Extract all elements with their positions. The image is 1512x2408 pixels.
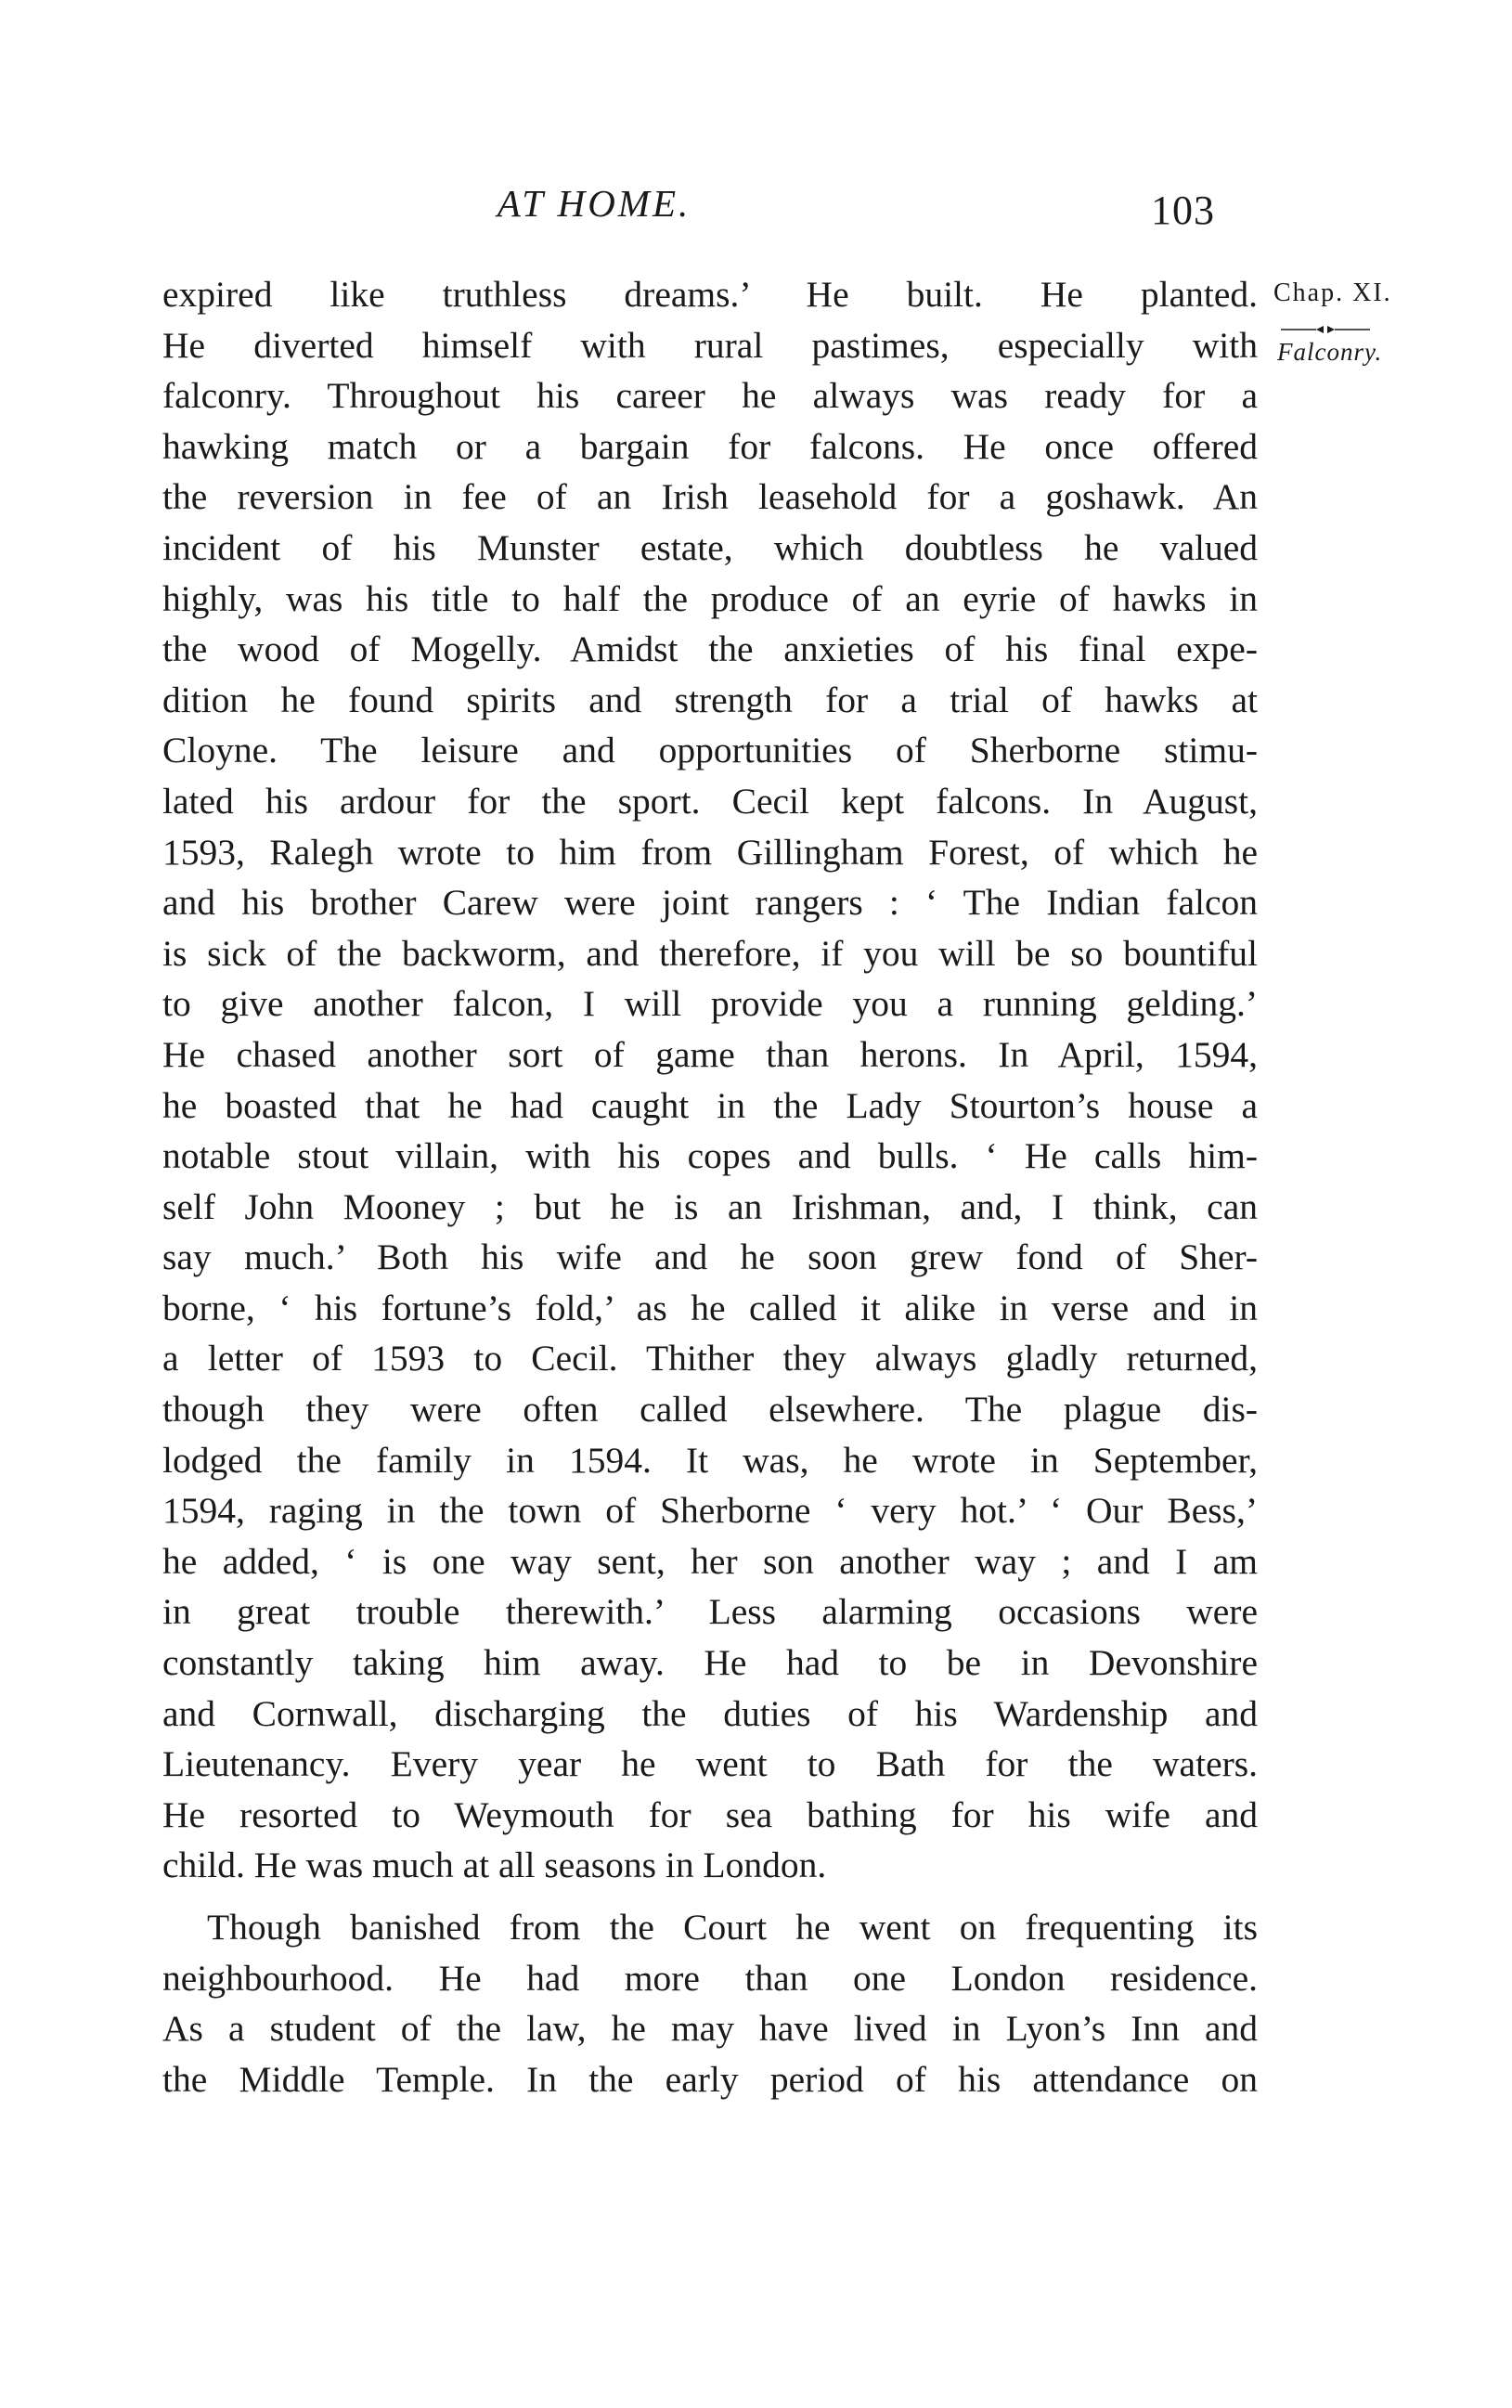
page-number: 103 [1151, 188, 1215, 233]
text-line: As a student of the law, he may have lived in Lyon’s Inn and [162, 2008, 1258, 2050]
text-line: neighbourhood. He had more than one London residence. [162, 1957, 1258, 1999]
running-head [0, 181, 1512, 237]
marginal-subject-note: Falconry. [1277, 338, 1383, 366]
text-line: He chased another sort of game than herons. In April, 1594, [162, 1033, 1258, 1075]
text-line: the Middle Temple. In the early period of his attendance on [162, 2058, 1258, 2100]
text-line: self John Mooney ; but he is an Irishman, and, I think, can [162, 1185, 1258, 1227]
text-line: He diverted himself with rural pastimes, especially with [162, 324, 1258, 366]
paragraph-start-line: Though banished from the Court he went on frequenting its [207, 1907, 1258, 1948]
text-line: 1594, raging in the town of Sherborne ‘ very hot.’ ‘ Our Bess,’ [162, 1490, 1258, 1532]
text-line: in great trouble therewith.’ Less alarming occasions were [162, 1591, 1258, 1633]
text-line: say much.’ Both his wife and he soon grew fond of Sher- [162, 1236, 1258, 1278]
text-line: lated his ardour for the sport. Cecil kept falcons. In August, [162, 780, 1258, 822]
text-line: hawking match or a bargain for falcons. He once offered [162, 425, 1258, 467]
body-text [162, 269, 1258, 2104]
text-line: the reversion in fee of an Irish leasehold for a goshawk. An [162, 476, 1258, 518]
text-line: a letter of 1593 to Cecil. Thither they always gladly returned, [162, 1338, 1258, 1379]
running-title: AT HOME. [497, 182, 691, 225]
text-line: highly, was his title to half the produce of an eyrie of hawks in [162, 577, 1258, 619]
text-line: though they were often called elsewhere. The plague dis- [162, 1389, 1258, 1431]
text-line: lodged the family in 1594. It was, he wrote in September, [162, 1439, 1258, 1481]
text-line: borne, ‘ his fortune’s fold,’ as he called it alike in verse and in [162, 1287, 1258, 1328]
margin-note [1273, 275, 1459, 367]
double-dash-ornament-icon [1279, 319, 1372, 340]
paragraph-end-line: child. He was much at all seasons in London. [162, 1845, 827, 1886]
text-line: 1593, Ralegh wrote to him from Gillingham Forest, of which he [162, 831, 1258, 873]
text-line: incident of his Munster estate, which doubtless he valued [162, 526, 1258, 568]
text-line: to give another falcon, I will provide you a running gelding.’ [162, 983, 1258, 1025]
text-line: He resorted to Weymouth for sea bathing for his wife and [162, 1793, 1258, 1835]
text-line: the wood of Mogelly. Amidst the anxieties of his final expe- [162, 628, 1258, 670]
text-line: expired like truthless dreams.’ He built. He planted. [162, 274, 1258, 315]
text-line: Cloyne. The leisure and opportunities of Sherborne stimu- [162, 730, 1258, 771]
text-line: constantly taking him away. He had to be in Devonshire [162, 1642, 1258, 1684]
text-line: and his brother Carew were joint rangers : ‘ The Indian falcon [162, 882, 1258, 924]
text-line: dition he found spirits and strength for a trial of hawks at [162, 679, 1258, 720]
text-line: Lieutenancy. Every year he went to Bath for the waters. [162, 1743, 1258, 1785]
text-line: is sick of the backworm, and therefore, if you will be so bountiful [162, 932, 1258, 974]
text-line: he boasted that he had caught in the Lady Stourton’s house a [162, 1084, 1258, 1126]
text-line: notable stout villain, with his copes and bulls. ‘ He calls him- [162, 1135, 1258, 1177]
text-line: he added, ‘ is one way sent, her son another way ; and I am [162, 1540, 1258, 1582]
text-line: and Cornwall, discharging the duties of his Wardenship and [162, 1692, 1258, 1734]
chapter-label: Chap. XI. [1273, 278, 1392, 307]
text-line: falconry. Throughout his career he always was ready for a [162, 375, 1258, 417]
